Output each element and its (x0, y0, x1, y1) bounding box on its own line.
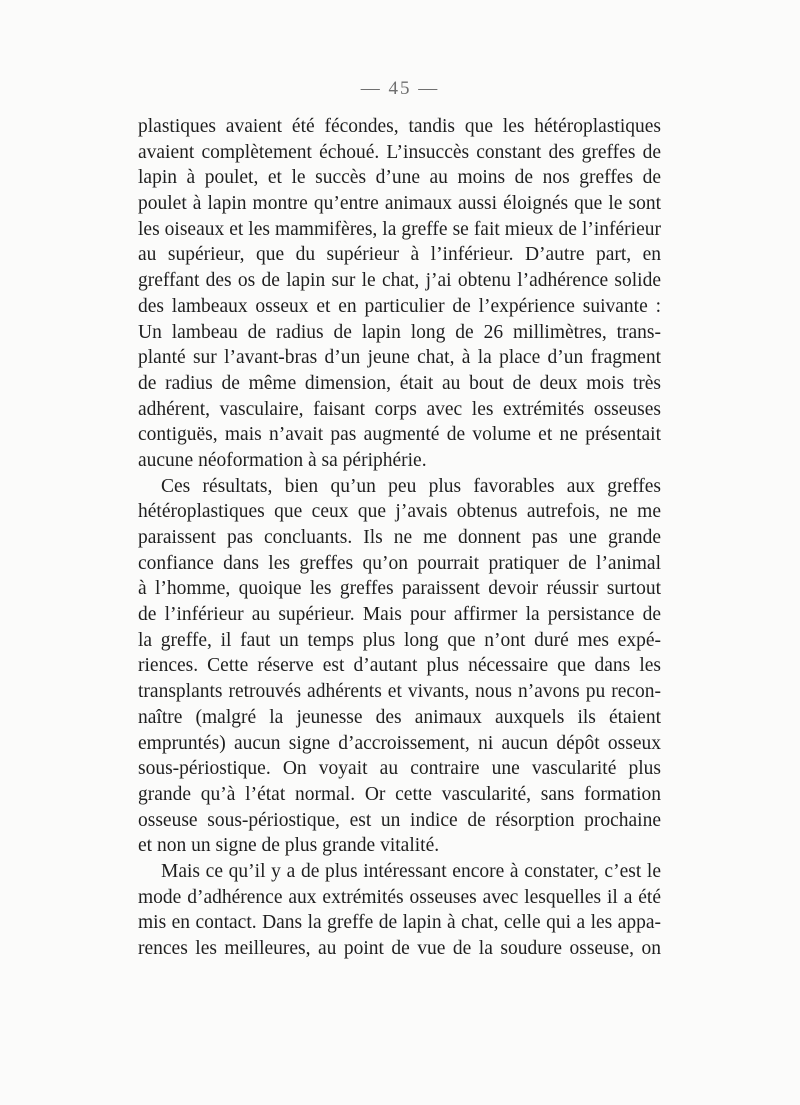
text-line: avaient complètement échoué. L’insuccès constant des greffes de (138, 141, 661, 163)
text-line: plastiques avaient été fécondes, tandis que les hétéroplastiques (138, 116, 661, 137)
text-line: Un lambeau de radius de lapin long de 26 millimètres, trans- (138, 321, 661, 343)
text-line: sous-périostique. On voyait au contraire une vascularité plus (138, 758, 661, 780)
text-line: Mais ce qu’il y a de plus intéressant encore à constater, c’est le (161, 860, 661, 882)
text-line: poulet à lapin montre qu’entre animaux aussi éloignés que le sont (138, 193, 661, 215)
body-text (138, 114, 661, 962)
text-line: grande qu’à l’état normal. Or cette vascularité, sans formation (138, 783, 661, 805)
text-line: planté sur l’avant-bras d’un jeune chat, à la place d’un fragment (138, 347, 661, 369)
text-line: les oiseaux et les mammifères, la greffe se fait mieux de l’inférieur (138, 218, 661, 240)
text-line: osseuse sous-périostique, est un indice de résorption prochaine (138, 809, 661, 831)
text-line: Ces résultats, bien qu’un peu plus favorables aux greffes (161, 475, 661, 497)
text-line: riences. Cette réserve est d’autant plus nécessaire que dans les (138, 655, 661, 677)
page-number: — 45 — (360, 78, 440, 99)
text-line: confiance dans les greffes qu’on pourrait pratiquer de l’animal (138, 552, 661, 574)
text-line: de radius de même dimension, était au bout de deux mois très (138, 372, 661, 394)
text-line: transplants retrouvés adhérents et vivants, nous n’avons pu recon- (138, 681, 661, 703)
text-line: mis en contact. Dans la greffe de lapin à chat, celle qui a les appa- (138, 912, 661, 934)
text-line: hétéroplastiques que ceux que j’avais obtenus autrefois, ne me (138, 501, 661, 523)
text-line: et non un signe de plus grande vitalité. (138, 835, 440, 857)
text-line: la greffe, il faut un temps plus long que n’ont duré mes expé- (138, 629, 661, 651)
text-line: adhérent, vasculaire, faisant corps avec les extrémités osseuses (138, 398, 661, 420)
text-line: paraissent pas concluants. Ils ne me donnent pas une grande (138, 527, 661, 548)
text-line: lapin à poulet, et le succès d’une au moins de nos greffes de (138, 167, 661, 189)
text-line: naître (malgré la jeunesse des animaux auxquels ils étaient (138, 706, 661, 728)
text-line: des lambeaux osseux et en particulier de l’expérience suivante : (138, 295, 661, 317)
text-line: empruntés) aucun signe d’accroissement, ni aucun dépôt osseux (138, 732, 661, 754)
text-line: contiguës, mais n’avait pas augmenté de volume et ne présentait (138, 424, 661, 446)
text-line: au supérieur, que du supérieur à l’inférieur. D’autre part, en (138, 244, 661, 266)
text-line: de l’inférieur au supérieur. Mais pour affirmer la persistance de (138, 604, 661, 626)
text-line: mode d’adhérence aux extrémités osseuses avec lesquelles il a été (138, 886, 661, 908)
text-line: aucune néoformation à sa périphérie. (138, 449, 427, 471)
text-line: greffant des os de lapin sur le chat, j’ai obtenu l’adhérence solide (138, 270, 661, 292)
text-line: à l’homme, quoique les greffes paraissent devoir réussir surtout (138, 578, 661, 600)
text-line: rences les meilleures, au point de vue de la soudure osseuse, on (138, 938, 661, 959)
